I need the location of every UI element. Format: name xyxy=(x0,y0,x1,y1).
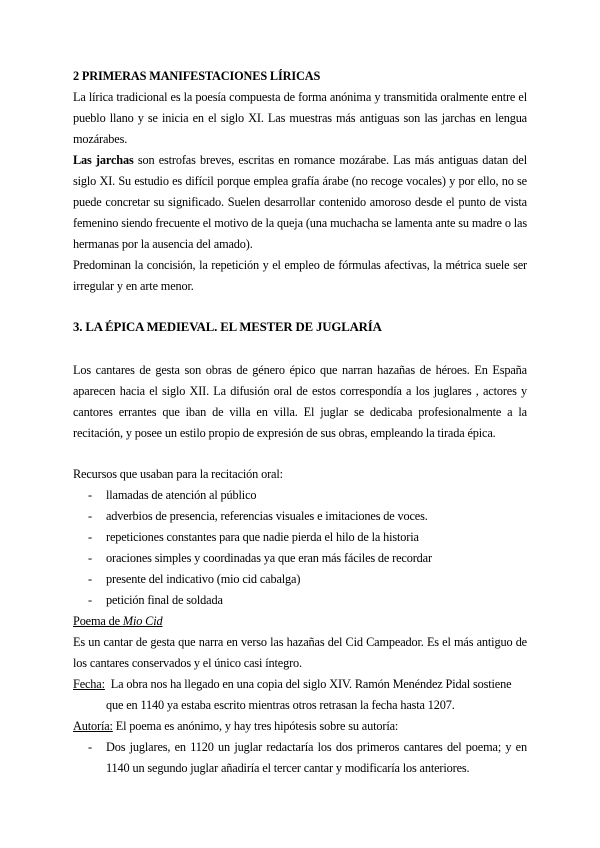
jarchas-term: Las jarchas xyxy=(73,153,134,167)
list-item: - repeticiones constantes para que nadie pierda el hilo de la historia xyxy=(73,527,527,548)
fecha-line xyxy=(73,674,527,695)
list-item: - llamadas de atención al público xyxy=(73,485,527,506)
section-3-heading: 3. LA ÉPICA MEDIEVAL. EL MESTER DE JUGLARÍA xyxy=(73,320,382,334)
section-2-heading: 2 PRIMERAS MANIFESTACIONES LÍRICAS xyxy=(73,69,321,83)
list-item: - Dos juglares, en 1120 un juglar redactaría los dos primeros cantares del poema; y en 1140 un segundo juglar añadiría el tercer cantar y modificaría los anteriores. xyxy=(73,737,527,779)
cantares-paragraph: Los cantares de gesta son obras de género épico que narran hazañas de héroes. En España aparecen hacia el siglo XII. La difusión oral de estos correspondía a los juglares , actores y cantores errantes que iban de villa en villa. El juglar se dedicaba profesionalmente a la recitación, y posee un estilo propio de expresión de sus obras, empleando la tirada épica. xyxy=(73,363,527,440)
dash-marker: - xyxy=(88,593,92,607)
document-page xyxy=(73,66,527,779)
lirica-paragraph: La lírica tradicional es la poesía compuesta de forma anónima y transmitida oralmente entre el pueblo llano y se inicia en el siglo XI. Las muestras más antiguas son las jarchas en lengua mozárabes. xyxy=(73,90,527,146)
autoria-label: Autoría: xyxy=(73,719,113,733)
list-item: - adverbios de presencia, referencias visuales e imitaciones de voces. xyxy=(73,506,527,527)
list-item: - presente del indicativo (mio cid cabalga) xyxy=(73,569,527,590)
poem-description: Es un cantar de gesta que narra en verso las hazañas del Cid Campeador. Es el más antiguo de los cantares conservados y el único casi íntegro. xyxy=(73,635,527,670)
dash-marker: - xyxy=(88,740,92,754)
dash-marker: - xyxy=(88,488,92,502)
dash-marker: - xyxy=(88,530,92,544)
poem-title: Poema de Mio Cid xyxy=(73,614,163,628)
resources-title: Recursos que usaban para la recitación oral: xyxy=(73,467,283,481)
resources-list xyxy=(73,485,527,611)
fecha-label: Fecha: xyxy=(73,677,105,691)
dash-marker: - xyxy=(88,551,92,565)
list-item: - oraciones simples y coordinadas ya que eran más fáciles de recordar xyxy=(73,548,527,569)
autoria-text: El poema es anónimo, y hay tres hipótesis sobre su autoría: xyxy=(112,719,399,733)
predominan-paragraph: Predominan la concisión, la repetición y el empleo de fórmulas afectivas, la métrica suele ser irregular y en arte menor. xyxy=(73,258,527,293)
dash-marker: - xyxy=(88,572,92,586)
jarchas-paragraph xyxy=(73,150,527,255)
dash-marker: - xyxy=(88,509,92,523)
list-item: - petición final de soldada xyxy=(73,590,527,611)
jarchas-text: son estrofas breves, escritas en romance mozárabe. Las más antiguas datan del siglo XI. Su estudio es difícil porque emplea grafía árabe (no recoge vocales) y por ello, no se puede concretar su significado. Suelen desarrollar contenido amoroso desde el punto de vista femenino siendo frecuente el motivo de la queja (una muchacha se lamenta ante su madre o las hermanas por la ausencia del amado). xyxy=(73,153,527,251)
autoria-line xyxy=(73,716,527,737)
fecha-text: La obra nos ha llegado en una copia del siglo XIV. Ramón Menéndez Pidal sostiene xyxy=(104,677,512,691)
hypotheses-list xyxy=(73,737,527,779)
fecha-continuation: que en 1140 ya estaba escrito mientras otros retrasan la fecha hasta 1207. xyxy=(106,698,455,712)
